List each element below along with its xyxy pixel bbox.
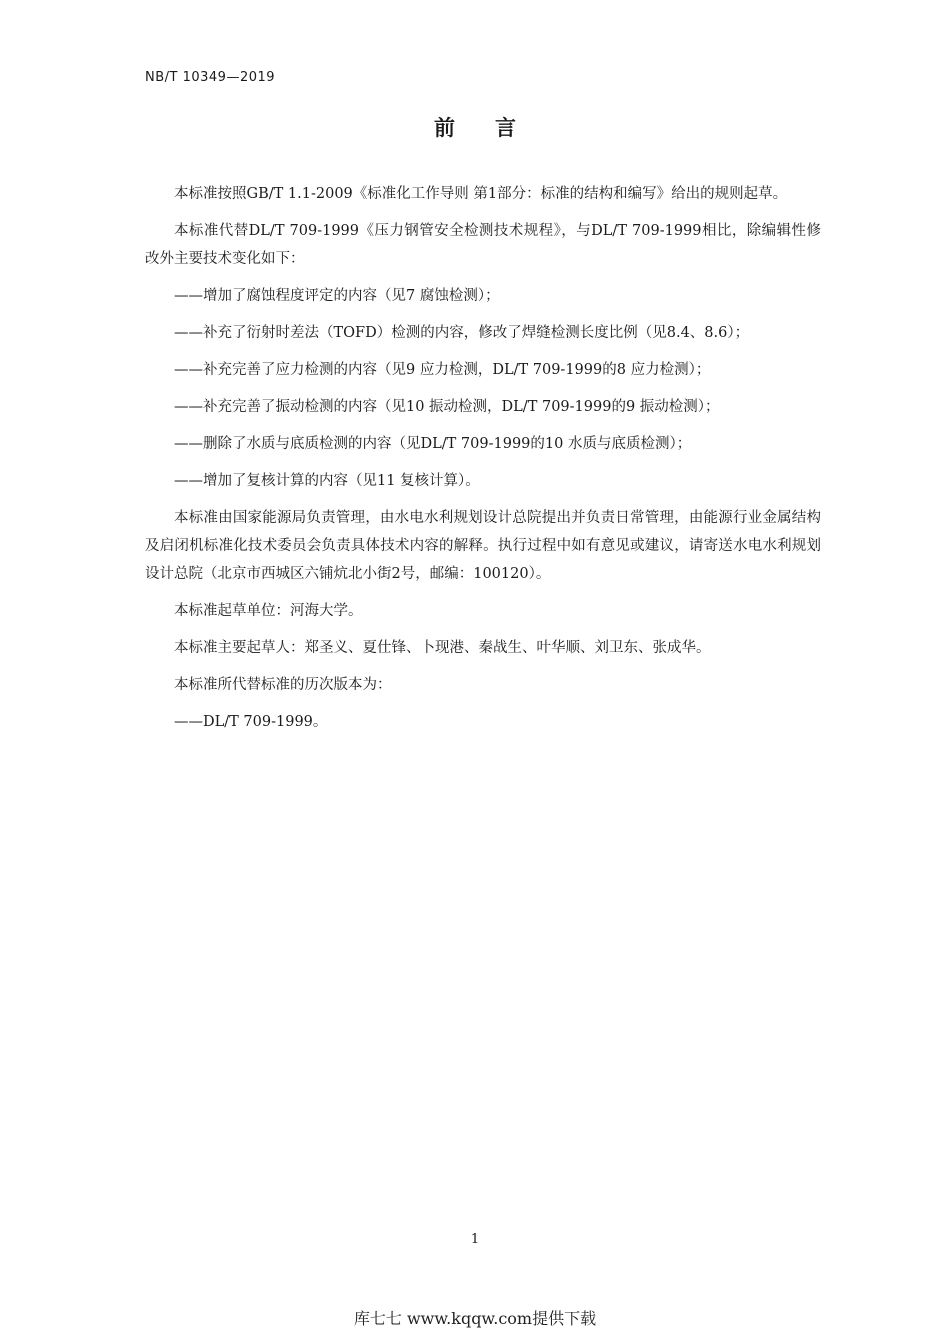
change-item: ——补充了衍射时差法（TOFD）检测的内容，修改了焊缝检测长度比例（见8.4、8.6）； (174, 325, 750, 341)
change-item: ——增加了腐蚀程度评定的内容（见7 腐蚀检测）； (174, 288, 500, 304)
page-title: 前言 (434, 116, 556, 140)
document-body (145, 180, 821, 745)
change-item: ——删除了水质与底质检测的内容（见DL/T 709-1999的10 水质与底质检测）； (174, 436, 692, 452)
paragraph-drafting-rules: 本标准按照GB/T 1.1-2009《标准化工作导则 第1部分：标准的结构和编写》给出的规则起草。 (174, 186, 788, 202)
paragraph-management: 本标准由国家能源局负责管理，由水电水利规划设计总院提出并负责日常管理，由能源行业金属结构及启闭机标准化技术委员会负责具体技术内容的解释。执行过程中如有意见或建议，请寄送水电水利规划设计总院（北京市西城区六铺炕北小街2号，邮编：100120）。 (145, 510, 821, 582)
history-item: ——DL/T 709-1999。 (174, 714, 328, 730)
paragraph-replacement: 本标准代替DL/T 709-1999《压力钢管安全检测技术规程》，与DL/T 709-1999相比，除编辑性修改外主要技术变化如下： (145, 223, 821, 267)
download-footer: 库七七 www.kqqw.com提供下载 (353, 1309, 597, 1328)
standard-number: NB/T 10349—2019 (145, 70, 276, 85)
change-item: ——补充完善了应力检测的内容（见9 应力检测，DL/T 709-1999的8 应力检测）； (174, 362, 711, 378)
paragraph-history-intro: 本标准所代替标准的历次版本为： (174, 677, 392, 693)
change-item: ——增加了复核计算的内容（见11 复核计算）。 (174, 473, 480, 489)
paragraph-drafting-unit: 本标准起草单位：河海大学。 (174, 603, 363, 619)
change-item: ——补充完善了振动检测的内容（见10 振动检测，DL/T 709-1999的9 振动检测）； (174, 399, 720, 415)
page-number: 1 (470, 1232, 480, 1247)
paragraph-drafters: 本标准主要起草人：郑圣义、夏仕锋、卜现港、秦战生、叶华顺、刘卫东、张成华。 (174, 640, 711, 656)
